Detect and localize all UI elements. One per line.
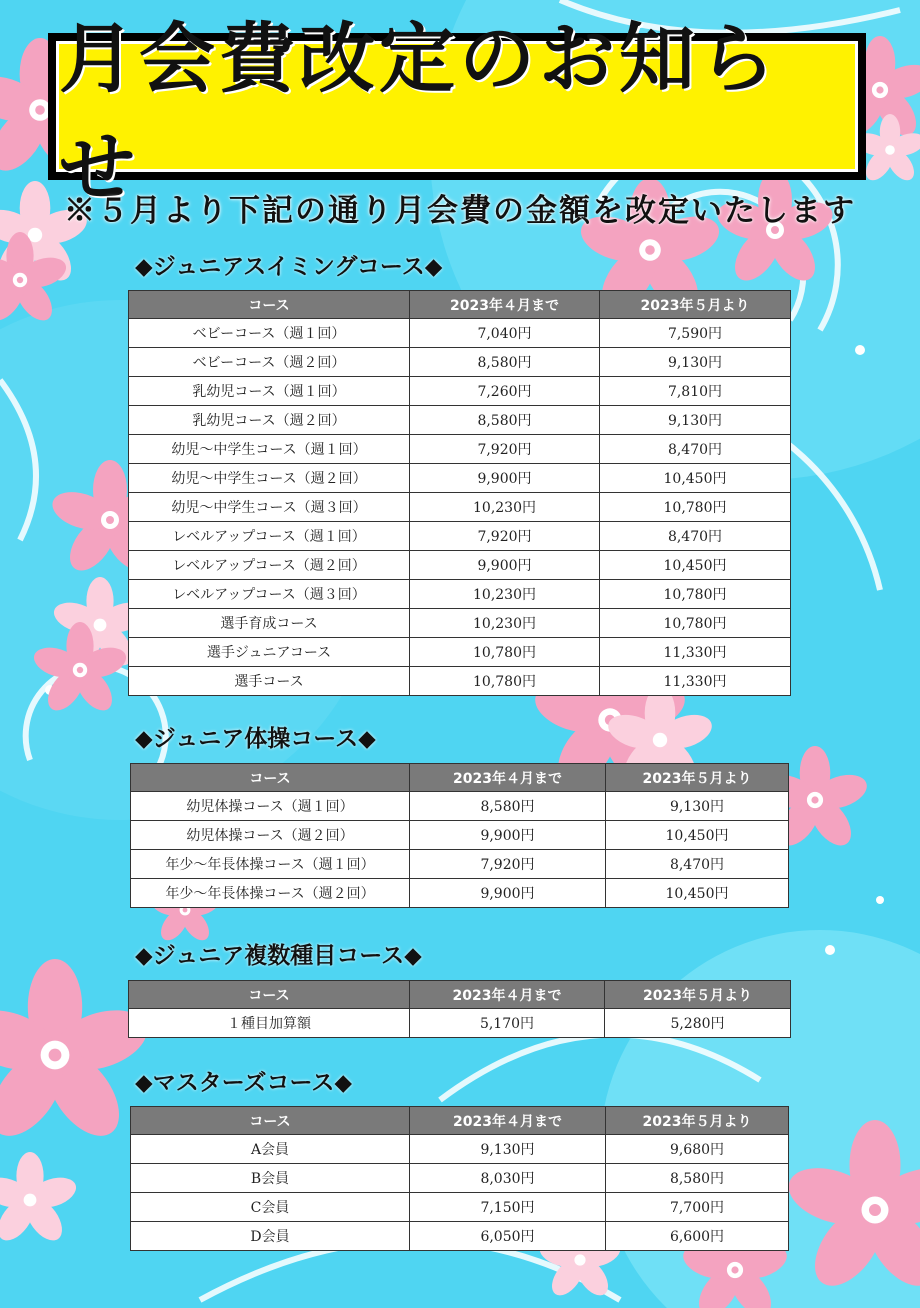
course-name-cell: 選手コース — [129, 667, 410, 696]
column-header-until-april: 2023年４月まで — [410, 981, 605, 1009]
table-row — [131, 879, 789, 908]
old-fee-cell: 7,920円 — [410, 850, 606, 879]
course-name-cell: A会員 — [131, 1135, 410, 1164]
table-header-row — [131, 1107, 789, 1135]
new-fee-cell: 10,450円 — [606, 821, 789, 850]
table-row — [129, 493, 791, 522]
table-row — [129, 464, 791, 493]
new-fee-cell: 8,470円 — [606, 850, 789, 879]
old-fee-cell: 10,230円 — [410, 493, 600, 522]
new-fee-cell: 7,810円 — [600, 377, 791, 406]
course-name-cell: 乳幼児コース（週２回） — [129, 406, 410, 435]
old-fee-cell: 8,030円 — [410, 1164, 606, 1193]
table-row — [131, 850, 789, 879]
old-fee-cell: 9,900円 — [410, 464, 600, 493]
fee-table-junior-swimming — [128, 290, 791, 696]
new-fee-cell: 10,780円 — [600, 493, 791, 522]
old-fee-cell: 7,040円 — [410, 319, 600, 348]
table-row — [131, 821, 789, 850]
section-title-junior-gymnastics: ◆ジュニア体操コース◆ — [135, 725, 376, 752]
new-fee-cell: 9,130円 — [606, 792, 789, 821]
new-fee-cell: 8,580円 — [606, 1164, 789, 1193]
course-name-cell: 幼児～中学生コース（週１回） — [129, 435, 410, 464]
fee-table-masters — [130, 1106, 789, 1251]
old-fee-cell: 6,050円 — [410, 1222, 606, 1251]
column-header-until-april: 2023年４月まで — [410, 764, 606, 792]
course-name-cell: ベビーコース（週１回） — [129, 319, 410, 348]
course-name-cell: レベルアップコース（週１回） — [129, 522, 410, 551]
fee-table-junior-gymnastics — [130, 763, 789, 908]
section-title-junior-swimming: ◆ジュニアスイミングコース◆ — [135, 253, 443, 280]
new-fee-cell: 9,130円 — [600, 348, 791, 377]
table-row — [131, 792, 789, 821]
course-name-cell: 幼児～中学生コース（週２回） — [129, 464, 410, 493]
table-row — [129, 609, 791, 638]
new-fee-cell: 7,700円 — [606, 1193, 789, 1222]
table-row — [129, 348, 791, 377]
old-fee-cell: 8,580円 — [410, 406, 600, 435]
course-name-cell: 年少～年長体操コース（週２回） — [131, 879, 410, 908]
old-fee-cell: 7,920円 — [410, 435, 600, 464]
table-row — [129, 319, 791, 348]
section-title-masters: ◆マスターズコース◆ — [135, 1069, 353, 1096]
old-fee-cell: 7,920円 — [410, 522, 600, 551]
course-name-cell: 幼児体操コース（週１回） — [131, 792, 410, 821]
table-row — [131, 1222, 789, 1251]
old-fee-cell: 7,260円 — [410, 377, 600, 406]
column-header-course: コース — [131, 764, 410, 792]
course-name-cell: C会員 — [131, 1193, 410, 1222]
table-row — [131, 1164, 789, 1193]
new-fee-cell: 10,780円 — [600, 609, 791, 638]
course-name-cell: １種目加算額 — [129, 1009, 410, 1038]
new-fee-cell: 9,130円 — [600, 406, 791, 435]
table-row — [129, 580, 791, 609]
new-fee-cell: 11,330円 — [600, 638, 791, 667]
table-row — [129, 406, 791, 435]
old-fee-cell: 8,580円 — [410, 348, 600, 377]
table-row — [131, 1193, 789, 1222]
old-fee-cell: 10,780円 — [410, 638, 600, 667]
column-header-from-may: 2023年５月より — [605, 981, 791, 1009]
course-name-cell: 幼児体操コース（週２回） — [131, 821, 410, 850]
new-fee-cell: 5,280円 — [605, 1009, 791, 1038]
new-fee-cell: 8,470円 — [600, 522, 791, 551]
old-fee-cell: 9,900円 — [410, 551, 600, 580]
section-title-junior-multi-sport: ◆ジュニア複数種目コース◆ — [135, 942, 422, 969]
old-fee-cell: 7,150円 — [410, 1193, 606, 1222]
column-header-until-april: 2023年４月まで — [410, 291, 600, 319]
course-name-cell: レベルアップコース（週２回） — [129, 551, 410, 580]
course-name-cell: 乳幼児コース（週１回） — [129, 377, 410, 406]
fee-table-junior-multi-sport — [128, 980, 791, 1038]
old-fee-cell: 9,900円 — [410, 879, 606, 908]
table-row — [129, 1009, 791, 1038]
table-header-row — [129, 981, 791, 1009]
old-fee-cell: 10,780円 — [410, 667, 600, 696]
column-header-from-may: 2023年５月より — [606, 764, 789, 792]
old-fee-cell: 8,580円 — [410, 792, 606, 821]
course-name-cell: 選手ジュニアコース — [129, 638, 410, 667]
old-fee-cell: 10,230円 — [410, 609, 600, 638]
old-fee-cell: 10,230円 — [410, 580, 600, 609]
new-fee-cell: 7,590円 — [600, 319, 791, 348]
table-row — [131, 1135, 789, 1164]
column-header-course: コース — [129, 291, 410, 319]
table-row — [129, 435, 791, 464]
notice-text: ※５月より下記の通り月会費の金額を改定いたします — [64, 193, 856, 229]
new-fee-cell: 10,450円 — [606, 879, 789, 908]
course-name-cell: ベビーコース（週２回） — [129, 348, 410, 377]
new-fee-cell: 10,780円 — [600, 580, 791, 609]
course-name-cell: D会員 — [131, 1222, 410, 1251]
table-row — [129, 522, 791, 551]
course-name-cell: 年少～年長体操コース（週１回） — [131, 850, 410, 879]
course-name-cell: 幼児～中学生コース（週３回） — [129, 493, 410, 522]
column-header-until-april: 2023年４月まで — [410, 1107, 606, 1135]
new-fee-cell: 11,330円 — [600, 667, 791, 696]
course-name-cell: レベルアップコース（週３回） — [129, 580, 410, 609]
column-header-from-may: 2023年５月より — [600, 291, 791, 319]
table-row — [129, 377, 791, 406]
column-header-course: コース — [129, 981, 410, 1009]
column-header-course: コース — [131, 1107, 410, 1135]
new-fee-cell: 8,470円 — [600, 435, 791, 464]
new-fee-cell: 6,600円 — [606, 1222, 789, 1251]
old-fee-cell: 5,170円 — [410, 1009, 605, 1038]
table-row — [129, 667, 791, 696]
new-fee-cell: 10,450円 — [600, 551, 791, 580]
column-header-from-may: 2023年５月より — [606, 1107, 789, 1135]
new-fee-cell: 9,680円 — [606, 1135, 789, 1164]
table-header-row — [131, 764, 789, 792]
table-row — [129, 551, 791, 580]
page-title: 月会費改定のお知らせ — [59, 13, 779, 212]
old-fee-cell: 9,130円 — [410, 1135, 606, 1164]
course-name-cell: B会員 — [131, 1164, 410, 1193]
new-fee-cell: 10,450円 — [600, 464, 791, 493]
table-header-row — [129, 291, 791, 319]
table-row — [129, 638, 791, 667]
old-fee-cell: 9,900円 — [410, 821, 606, 850]
course-name-cell: 選手育成コース — [129, 609, 410, 638]
